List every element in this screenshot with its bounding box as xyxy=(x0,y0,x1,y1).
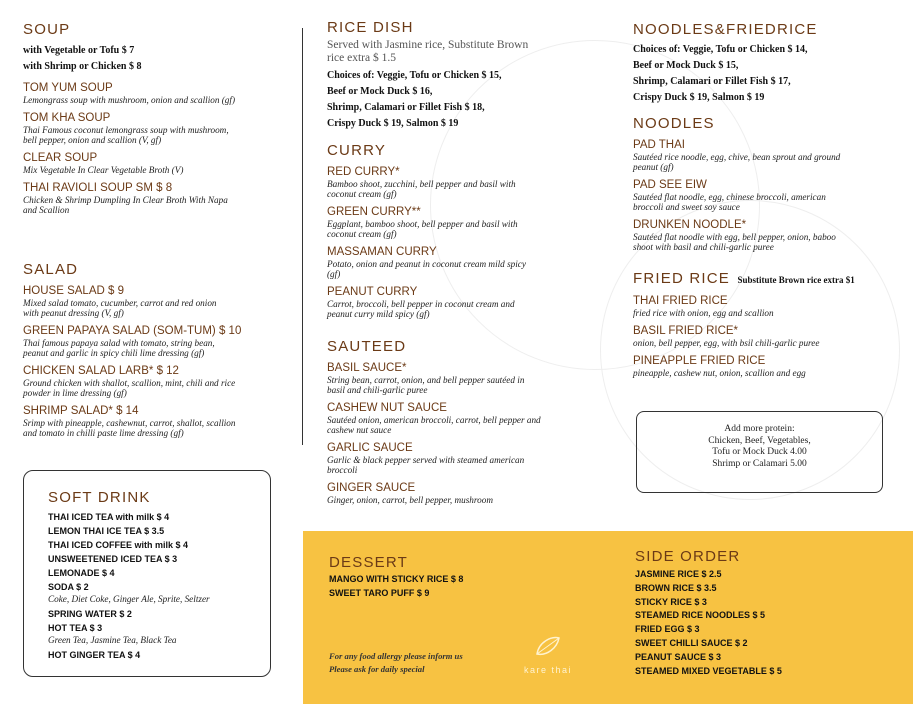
rice-dish-title: RICE DISH xyxy=(327,19,414,36)
item-desc: broccoli xyxy=(327,465,358,475)
item-name: CASHEW NUT SAUCE xyxy=(327,402,447,414)
noodles-friedrice-section xyxy=(633,21,903,106)
item-name: THAI FRIED RICE xyxy=(633,295,728,307)
item-desc: coconut cream (gf) xyxy=(327,189,397,199)
menu-item xyxy=(633,324,908,348)
column-divider xyxy=(302,28,303,445)
drink-sub: Coke, Diet Coke, Ginger Ale, Sprite, Seltzer xyxy=(48,594,210,604)
item-name: HOUSE SALAD $ 9 xyxy=(23,285,124,297)
drink-line: HOT GINGER TEA $ 4 xyxy=(48,650,141,660)
item-desc: Thai famous papaya salad with tomato, string bean, xyxy=(23,338,215,348)
item-desc: Sautéed onion, american broccoli, carrot, bell pepper and xyxy=(327,415,541,425)
protein-line: Tofu or Mock Duck 4.00 xyxy=(712,447,807,457)
soup-line: with Vegetable or Tofu $ 7 xyxy=(23,45,135,56)
item-desc: Sautéed rice noodle, egg, chive, bean sprout and ground xyxy=(633,152,841,162)
item-desc: fried rice with onion, egg and scallion xyxy=(633,308,774,318)
protein-line: Add more protein: xyxy=(724,424,795,434)
item-desc: bell pepper, onion and scallion (V, gf) xyxy=(23,135,162,145)
drink-line: SPRING WATER $ 2 xyxy=(48,609,132,619)
logo-text: kare thai xyxy=(523,665,573,675)
rice-dish-line: Crispy Duck $ 19, Salmon $ 19 xyxy=(327,118,459,129)
item-name: GARLIC SAUCE xyxy=(327,442,413,454)
item-name: PAD THAI xyxy=(633,139,685,151)
menu-item xyxy=(327,285,602,319)
side-order-title: SIDE ORDER xyxy=(635,548,741,565)
item-desc: Potato, onion and peanut in coconut cream mild spicy xyxy=(327,259,526,269)
soup-section xyxy=(23,21,293,215)
fried-rice-title: FRIED RICE xyxy=(633,270,731,287)
menu-item xyxy=(327,401,602,435)
rice-dish-section xyxy=(327,19,602,132)
item-name: BASIL FRIED RICE* xyxy=(633,325,739,337)
item-name: GREEN CURRY** xyxy=(327,206,421,218)
item-desc: Eggplant, bamboo shoot, bell pepper and basil with xyxy=(327,219,518,229)
menu-item xyxy=(327,361,602,395)
curry-section xyxy=(327,142,602,319)
add-protein-box xyxy=(636,411,883,493)
fried-rice-note: Substitute Brown rice extra $1 xyxy=(737,275,855,285)
item-desc: Srimp with pineapple, cashewnut, carrot, shallot, scallion xyxy=(23,418,236,428)
item-name: PEANUT CURRY xyxy=(327,286,418,298)
side-order-line: PEANUT SAUCE $ 3 xyxy=(635,651,722,662)
sauteed-title: SAUTEED xyxy=(327,338,407,355)
item-desc: Sautéed flat noodle with egg, bell pepper, onion, baboo xyxy=(633,232,836,242)
allergy-line: For any food allergy please inform us xyxy=(329,651,463,661)
noodles-section xyxy=(633,115,903,252)
leaf-icon xyxy=(533,634,563,658)
item-desc: broccoli and sweet soy sauce xyxy=(633,202,740,212)
menu-item xyxy=(23,364,293,398)
item-desc: Mix Vegetable In Clear Vegetable Broth (V) xyxy=(23,165,184,175)
item-desc: (gf) xyxy=(327,269,341,279)
item-name: TOM YUM SOUP xyxy=(23,82,113,94)
dessert-section xyxy=(329,554,589,601)
menu-item xyxy=(23,404,293,438)
noodles-friedrice-line: Shrimp, Calamari or Fillet Fish $ 17, xyxy=(633,76,791,87)
drink-sub: Green Tea, Jasmine Tea, Black Tea xyxy=(48,635,177,645)
item-desc: Lemongrass soup with mushroom, onion and scallion (gf) xyxy=(23,95,236,105)
drink-line: LEMON THAI ICE TEA $ 3.5 xyxy=(48,526,165,536)
allergy-note xyxy=(329,650,529,676)
soft-drink-title: SOFT DRINK xyxy=(48,489,151,506)
noodles-title: NOODLES xyxy=(633,115,715,132)
item-desc: onion, bell pepper, egg, with bsil chili-garlic puree xyxy=(633,338,820,348)
item-desc: shoot with basil and chili-garlic puree xyxy=(633,242,774,252)
item-desc: peanut (gf) xyxy=(633,162,674,172)
side-order-line: BROWN RICE $ 3.5 xyxy=(635,582,717,593)
fried-rice-section xyxy=(633,270,908,378)
item-desc: Ground chicken with shallot, scallion, mint, chili and rice xyxy=(23,378,236,388)
soup-line: with Shrimp or Chicken $ 8 xyxy=(23,61,142,72)
dessert-line: MANGO WITH STICKY RICE $ 8 xyxy=(329,574,464,584)
dessert-line: SWEET TARO PUFF $ 9 xyxy=(329,587,430,598)
item-name: TOM KHA SOUP xyxy=(23,112,111,124)
noodles-friedrice-line: Choices of: Veggie, Tofu or Chicken $ 14, xyxy=(633,44,808,55)
menu-item xyxy=(327,245,602,279)
kare-thai-logo xyxy=(516,634,580,675)
rice-dish-sub: rice extra $ 1.5 xyxy=(327,52,396,64)
menu-item xyxy=(633,354,908,378)
salad-section xyxy=(23,261,293,438)
item-desc: Thai Famous coconut lemongrass soup with mushroom, xyxy=(23,125,229,135)
side-order-line: STEAMED RICE NOODLES $ 5 xyxy=(635,610,766,621)
menu-item xyxy=(23,181,293,215)
item-desc: Ginger, onion, carrot, bell pepper, mushroom xyxy=(327,495,493,505)
item-desc: basil and chili-garlic puree xyxy=(327,385,428,395)
item-name: THAI RAVIOLI SOUP SM $ 8 xyxy=(23,182,173,194)
item-desc: Bamboo shoot, zucchini, bell pepper and basil with xyxy=(327,179,516,189)
item-desc: Chicken & Shrimp Dumpling In Clear Broth With Napa xyxy=(23,195,228,205)
rice-dish-line: Choices of: Veggie, Tofu or Chicken $ 15, xyxy=(327,70,502,81)
menu-item xyxy=(633,218,903,252)
item-desc: Carrot, broccoli, bell pepper in coconut cream and xyxy=(327,299,515,309)
item-desc: with peanut dressing (V, gf) xyxy=(23,308,124,318)
item-name: SHRIMP SALAD* $ 14 xyxy=(23,405,139,417)
menu-item xyxy=(23,284,293,318)
protein-line: Chicken, Beef, Vegetables, xyxy=(708,435,811,446)
noodles-friedrice-line: Beef or Mock Duck $ 15, xyxy=(633,60,739,71)
menu-item xyxy=(327,481,602,505)
rice-dish-sub: Served with Jasmine rice, Substitute Brown xyxy=(327,39,529,51)
protein-line: Shrimp or Calamari 5.00 xyxy=(712,458,807,469)
rice-dish-line: Shrimp, Calamari or Fillet Fish $ 18, xyxy=(327,102,485,113)
side-order-line: STEAMED MIXED VEGETABLE $ 5 xyxy=(635,665,782,676)
side-order-section xyxy=(635,548,905,678)
salad-title: SALAD xyxy=(23,261,79,278)
item-name: RED CURRY* xyxy=(327,166,400,178)
item-name: CHICKEN SALAD LARB* $ 12 xyxy=(23,365,179,377)
menu-item xyxy=(23,324,293,358)
drink-line: THAI ICED COFFEE with milk $ 4 xyxy=(48,540,189,550)
drink-line: THAI ICED TEA with milk $ 4 xyxy=(48,512,170,522)
item-name: DRUNKEN NOODLE* xyxy=(633,219,747,231)
menu-item xyxy=(327,165,602,199)
menu-item xyxy=(23,151,293,175)
item-name: CLEAR SOUP xyxy=(23,152,98,164)
item-desc: Mixed salad tomato, cucumber, carrot and red onion xyxy=(23,298,217,308)
item-name: GREEN PAPAYA SALAD (SOM-TUM) $ 10 xyxy=(23,325,242,337)
item-desc: String bean, carrot, onion, and bell pepper sautéed in xyxy=(327,375,525,385)
drink-line: LEMONADE $ 4 xyxy=(48,568,115,578)
menu-item xyxy=(23,111,293,145)
side-order-line: STICKY RICE $ 3 xyxy=(635,596,707,607)
item-desc: pineapple, cashew nut, onion, scallion and egg xyxy=(633,368,806,378)
item-desc: and tomato in chilli paste lime dressing (gf) xyxy=(23,428,184,438)
menu-item xyxy=(327,205,602,239)
rice-dish-line: Beef or Mock Duck $ 16, xyxy=(327,86,433,97)
drink-line: SODA $ 2 xyxy=(48,582,89,592)
item-desc: peanut curry mild spicy (gf) xyxy=(327,309,430,319)
drink-line: UNSWEETENED ICED TEA $ 3 xyxy=(48,554,178,564)
menu-item xyxy=(633,138,903,172)
menu-item xyxy=(327,441,602,475)
soft-drink-box xyxy=(23,470,271,677)
allergy-line: Please ask for daily special xyxy=(329,664,425,674)
item-desc: Sautéed flat noodle, egg, chinese broccoli, american xyxy=(633,192,826,202)
soup-title: SOUP xyxy=(23,21,71,38)
sauteed-section xyxy=(327,338,602,505)
item-name: PINEAPPLE FRIED RICE xyxy=(633,355,766,367)
curry-title: CURRY xyxy=(327,142,387,159)
item-desc: cashew nut sauce xyxy=(327,425,392,435)
menu-item xyxy=(23,81,293,105)
item-desc: peanut and garlic in spicy chili lime dressing (gf) xyxy=(23,348,205,358)
dessert-title: DESSERT xyxy=(329,554,408,571)
menu-item xyxy=(633,178,903,212)
item-name: MASSAMAN CURRY xyxy=(327,246,437,258)
item-desc: Garlic & black pepper served with steamed american xyxy=(327,455,525,465)
drink-line: HOT TEA $ 3 xyxy=(48,623,103,633)
noodles-friedrice-title: NOODLES&FRIEDRICE xyxy=(633,21,818,38)
item-desc: and Scallion xyxy=(23,205,70,215)
side-order-line: JASMINE RICE $ 2.5 xyxy=(635,569,722,579)
item-name: BASIL SAUCE* xyxy=(327,362,407,374)
side-order-line: FRIED EGG $ 3 xyxy=(635,624,700,635)
item-name: PAD SEE EIW xyxy=(633,179,707,191)
item-desc: coconut cream (gf) xyxy=(327,229,397,239)
item-desc: powder in lime dressing (gf) xyxy=(23,388,127,398)
noodles-friedrice-line: Crispy Duck $ 19, Salmon $ 19 xyxy=(633,92,765,103)
menu-item xyxy=(633,294,908,318)
item-name: GINGER SAUCE xyxy=(327,482,416,494)
side-order-line: SWEET CHILLI SAUCE $ 2 xyxy=(635,637,748,648)
